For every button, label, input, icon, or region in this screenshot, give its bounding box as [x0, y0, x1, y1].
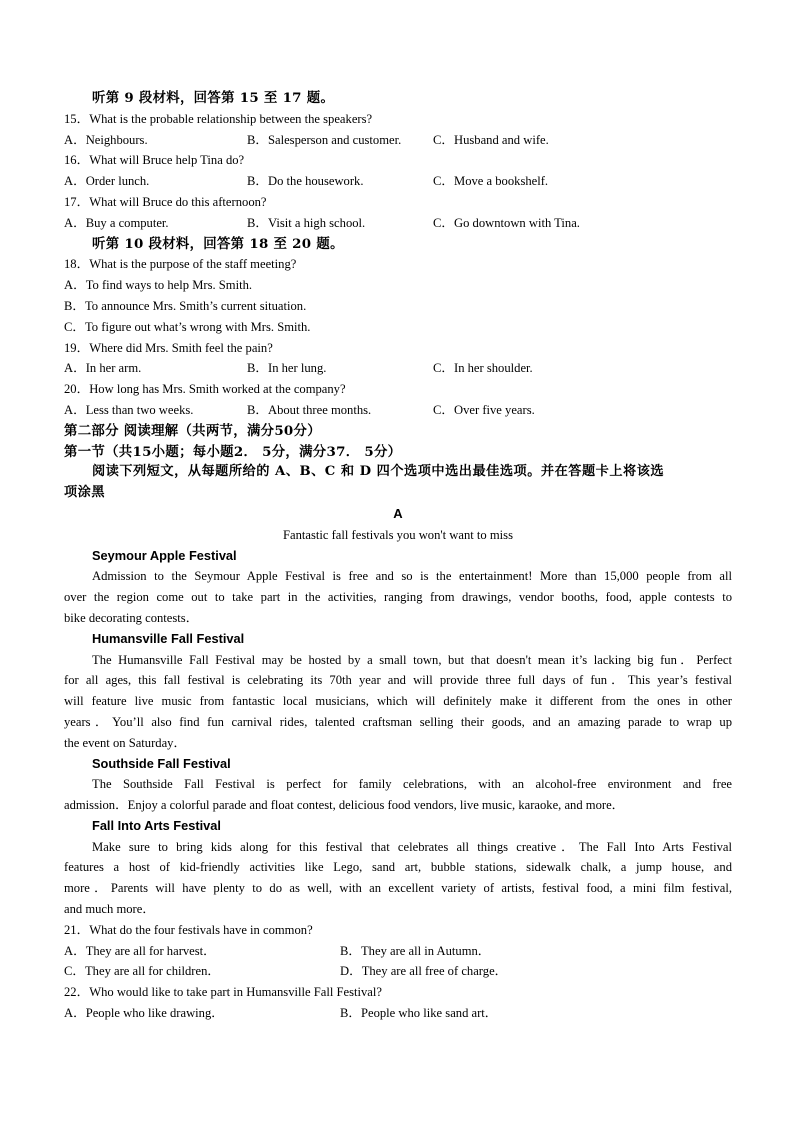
question-18: 18．What is the purpose of the staff meeting?: [64, 257, 297, 272]
option-15c: C．Husband and wife.: [433, 132, 549, 147]
options-15: [64, 130, 732, 151]
option-17a: A．Buy a computer.: [64, 215, 169, 230]
paragraph-line: years．You’ll also find fun carnival rides, talented craftsman selling their goods, and an amazing parade to wrap up: [64, 714, 732, 729]
option-18b: B．To announce Mrs. Smith’s current situation.: [64, 298, 307, 313]
festival-heading-arts: Fall Into Arts Festival: [92, 817, 221, 833]
festival-heading-southside: Southside Fall Festival: [92, 755, 231, 771]
question-16: 16．What will Bruce help Tina do?: [64, 153, 245, 168]
section1-heading: 第一节（共15小题；每小题2． 5分，满分37． 5分）: [64, 443, 402, 460]
question-15: 15．What is the probable relationship between the speakers?: [64, 111, 373, 126]
option-20c: C．Over five years.: [433, 402, 535, 417]
option-16c: C．Move a bookshelf.: [433, 174, 549, 189]
question-21: 21．What do the four festivals have in common?: [64, 922, 313, 937]
exam-page: [64, 88, 732, 1024]
options-22-ab: [64, 1003, 732, 1024]
option-21c: C．They are all for children．: [64, 964, 220, 979]
section-heading-10: 听第 10 段材料，回答第 18 至 20 题。: [92, 235, 344, 252]
option-21d: D．They are all free of charge．: [340, 964, 508, 979]
passage-letter: A: [393, 505, 403, 521]
question-22: 22．Who would like to take part in Humansville Fall Festival?: [64, 985, 382, 1000]
option-18c: C．To figure out what’s wrong with Mrs. Smith.: [64, 319, 311, 334]
paragraph-line: will feature live music from fantastic local musicians, which will definitely make it different from the ones in other: [64, 694, 732, 709]
passage-title: Fantastic fall festivals you won't want to miss: [283, 527, 513, 542]
options-21-ab: [64, 941, 732, 962]
paragraph-line: The Southside Fall Festival is perfect for family celebrations, with an alcohol-free environment and free: [92, 777, 732, 792]
option-19b: B．In her lung.: [247, 361, 327, 376]
option-15b: B．Salesperson and customer.: [247, 132, 402, 147]
paragraph-line: Admission to the Seymour Apple Festival is free and so is the entertainment! More than 15,000 people from all: [92, 569, 732, 584]
question-19: 19．Where did Mrs. Smith feel the pain?: [64, 340, 273, 355]
festival-heading-seymour: Seymour Apple Festival: [92, 547, 237, 563]
option-16b: B．Do the housework.: [247, 174, 364, 189]
festival-heading-humansville: Humansville Fall Festival: [92, 630, 245, 646]
paragraph-line: Make sure to bring kids along for this festival that celebrates all things creative．The Fall Into Arts Festival: [92, 839, 732, 854]
option-21b: B．They are all in Autumn．: [340, 943, 491, 958]
options-19: [64, 358, 732, 379]
paragraph-line: the event on Saturday．: [64, 735, 187, 750]
option-19a: A．In her arm.: [64, 361, 142, 376]
options-20: [64, 400, 732, 421]
paragraph-line: over the region come out to take part in the activities, ranging from drawings, vendor booths, food, apple contests to: [64, 590, 732, 605]
option-20b: B．About three months.: [247, 402, 372, 417]
options-16: [64, 171, 732, 192]
part2-heading: 第二部分 阅读理解（共两节，满分50分）: [64, 422, 321, 439]
option-22b: B．People who like sand art．: [340, 1006, 498, 1021]
paragraph-line: and much more．: [64, 902, 155, 917]
paragraph-line: bike decorating contests．: [64, 610, 199, 625]
paragraph-line: more．Parents will have plenty to do as well, with an excellent variety of artists, festival food, a mini film festival,: [64, 881, 732, 896]
question-20: 20．How long has Mrs. Smith worked at the company?: [64, 382, 346, 397]
option-17c: C．Go downtown with Tina.: [433, 215, 580, 230]
instruction-line-1: 阅读下列短文，从每题所给的 A、B、C 和 D 四个选项中选出最佳选项。并在答题卡上将该选: [92, 464, 665, 480]
paragraph-line: admission．Enjoy a colorful parade and float contest, delicious food vendors, live music, karaoke, and more．: [64, 798, 625, 813]
paragraph-line: The Humansville Fall Festival may be hosted by a small town, but that doesn't mean it’s lacking big fun．Perfect: [92, 652, 732, 667]
option-20a: A．Less than two weeks.: [64, 402, 194, 417]
option-22a: A．People who like drawing．: [64, 1006, 224, 1021]
paragraph-line: for all ages, this fall festival is celebrating its 70th year and will provide three full days of fun．This year’s festival: [64, 673, 732, 688]
options-17: [64, 213, 732, 234]
option-21a: A．They are all for harvest．: [64, 943, 216, 958]
question-17: 17．What will Bruce do this afternoon?: [64, 194, 267, 209]
option-17b: B．Visit a high school.: [247, 215, 366, 230]
instruction-line-2: 项涂黑: [64, 485, 106, 501]
option-15a: A．Neighbours.: [64, 132, 148, 147]
option-18a: A．To find ways to help Mrs. Smith.: [64, 278, 253, 293]
paragraph-line: features a host of kid-friendly activities like Lego, sand art, bubble stations, sidewalk chalk, a jump house, and: [64, 860, 732, 875]
options-21-cd: [64, 961, 732, 982]
option-16a: A．Order lunch.: [64, 174, 150, 189]
section-heading-9: 听第 9 段材料，回答第 15 至 17 题。: [92, 90, 335, 106]
option-19c: C．In her shoulder.: [433, 361, 533, 376]
